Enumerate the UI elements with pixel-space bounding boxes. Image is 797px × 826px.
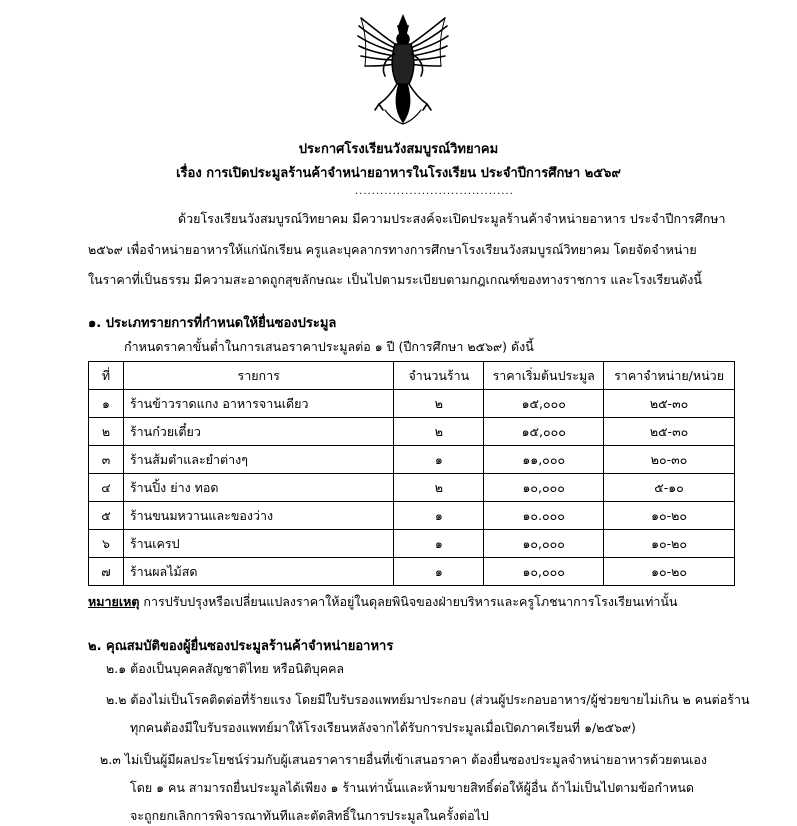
row-shops: ๒ [394,418,484,446]
header-unit-price: ราคาจำหน่าย/หน่วย [604,362,735,390]
row-unit-price: ๒๕-๓๐ [604,390,735,418]
row-start-price: ๑๐.๐๐๐ [484,502,604,530]
row-item: ร้านส้มตำและยำต่างๆ [123,446,393,474]
row-start-price: ๑๕,๐๐๐ [484,390,604,418]
row-no: ๖ [89,530,124,558]
row-item: ร้านผลไม้สด [123,558,393,586]
section-2-heading: ๒. คุณสมบัติของผู้ยื่นซองประมูลร้านค้าจำหน่ายอาหาร [88,639,394,654]
price-table [88,361,735,586]
row-no: ๔ [89,474,124,502]
row-unit-price: ๑๐-๒๐ [604,502,735,530]
announcement-subject: เรื่อง การเปิดประมูลร้านค้าจำหน่ายอาหารในโรงเรียน ประจำปีการศึกษา ๒๕๖๙ [176,166,621,181]
row-start-price: ๑๑,๐๐๐ [484,446,604,474]
row-no: ๕ [89,502,124,530]
row-shops: ๑ [394,530,484,558]
row-unit-price: ๑๐-๒๐ [604,558,735,586]
row-shops: ๑ [394,558,484,586]
section-1-subheading: กำหนดราคาขั้นต่ำในการเสนอราคาประมูลต่อ ๑ ปี (ปีการศึกษา ๒๕๖๙) ดังนี้ [124,339,534,354]
qualification-2-1: ๒.๑ ต้องเป็นบุคคลสัญชาติไทย หรือนิติบุคคล [106,661,345,676]
announcement-title: ประกาศโรงเรียนวังสมบูรณ์วิทยาคม [298,142,499,157]
row-no: ๑ [89,390,124,418]
intro-line-2: ๒๕๖๙ เพื่อจำหน่ายอาหารให้แก่นักเรียน ครูและบุคลากรทางการศึกษาโรงเรียนวังสมบูรณ์วิทยาคม โดยจัดจำหน่าย [88,242,697,257]
table-row [89,446,735,474]
row-start-price: ๑๕,๐๐๐ [484,418,604,446]
qualification-2-3-line-2: โดย ๑ คน สามารถยื่นประมูลได้เพียง ๑ ร้านเท่านั้นและห้ามขายสิทธิ์ต่อให้ผู้อื่น ถ้าไม่เป็นไปตามข้อกำหนด [130,780,695,795]
row-item: ร้านข้าวราดแกง อาหารจานเดียว [123,390,393,418]
qualification-2-3-line-3: จะถูกยกเลิกการพิจารณาทันทีและตัดสิทธิ์ในการประมูลในครั้งต่อไป [130,808,489,823]
price-note [88,592,677,612]
intro-line-1: ด้วยโรงเรียนวังสมบูรณ์วิทยาคม มีความประสงค์จะเปิดประมูลร้านค้าจำหน่ายอาหาร ประจำปีการศึกษา [178,211,726,226]
intro-line-3: ในราคาที่เป็นธรรม มีความสะอาดถูกสุขลักษณะ เป็นไปตามระเบียบตามกฎเกณฑ์ของทางราชการ และโรงเรียนดังนี้ [88,272,702,287]
table-row [89,530,735,558]
qualification-2-2-line-2: ทุกคนต้องมีใบรับรองแพทย์มาให้โรงเรียนหลังจากได้รับการประมูลเมื่อเปิดภาคเรียนที่ ๑/๒๕๖๙) [130,720,636,735]
row-unit-price: ๒๕-๓๐ [604,418,735,446]
table-header-row [89,362,735,390]
header-item: รายการ [123,362,393,390]
row-item: ร้านเครป [123,530,393,558]
row-unit-price: ๕-๑๐ [604,474,735,502]
row-unit-price: ๑๐-๒๐ [604,530,735,558]
table-row [89,474,735,502]
table-row [89,390,735,418]
section-1-heading: ๑. ประเภทรายการที่กำหนดให้ยื่นซองประมูล [88,316,337,331]
row-item: ร้านก๋วยเตี๋ยว [123,418,393,446]
row-item: ร้านขนมหวานและของว่าง [123,502,393,530]
note-label: หมายเหตุ [88,594,140,609]
garuda-emblem [355,14,451,126]
row-item: ร้านปิ้ง ย่าง ทอด [123,474,393,502]
row-shops: ๑ [394,446,484,474]
note-text: การปรับปรุงหรือเปลี่ยนแปลงราคาให้อยู่ในดุลยพินิจของฝ่ายบริหารและครูโภชนาการโรงเรียนเท่านั้น [139,594,678,609]
row-unit-price: ๒๐-๓๐ [604,446,735,474]
title-separator: ...................................... [355,186,514,197]
qualification-2-3-line-1: ๒.๓ ไม่เป็นผู้มีผลประโยชน์ร่วมกับผู้เสนอราคารายอื่นที่เข้าเสนอราคา ต้องยื่นซองประมูลจำหน่ายอาหารด้วยตนเอง [100,752,708,767]
row-start-price: ๑๐,๐๐๐ [484,530,604,558]
row-no: ๗ [89,558,124,586]
row-no: ๓ [89,446,124,474]
header-shops: จำนวนร้าน [394,362,484,390]
row-start-price: ๑๐,๐๐๐ [484,474,604,502]
table-row [89,558,735,586]
header-start-price: ราคาเริ่มต้นประมูล [484,362,604,390]
row-shops: ๑ [394,502,484,530]
table-row [89,418,735,446]
row-shops: ๒ [394,474,484,502]
row-shops: ๒ [394,390,484,418]
header-no: ที่ [89,362,124,390]
row-no: ๒ [89,418,124,446]
row-start-price: ๑๐,๐๐๐ [484,558,604,586]
qualification-2-2-line-1: ๒.๒ ต้องไม่เป็นโรคติดต่อที่ร้ายแรง โดยมีใบรับรองแพทย์มาประกอบ (ส่วนผู้ประกอบอาหาร/ผู้ช่วยขายไม่เกิน ๒ คนต่อร้าน [106,692,750,707]
table-row [89,502,735,530]
